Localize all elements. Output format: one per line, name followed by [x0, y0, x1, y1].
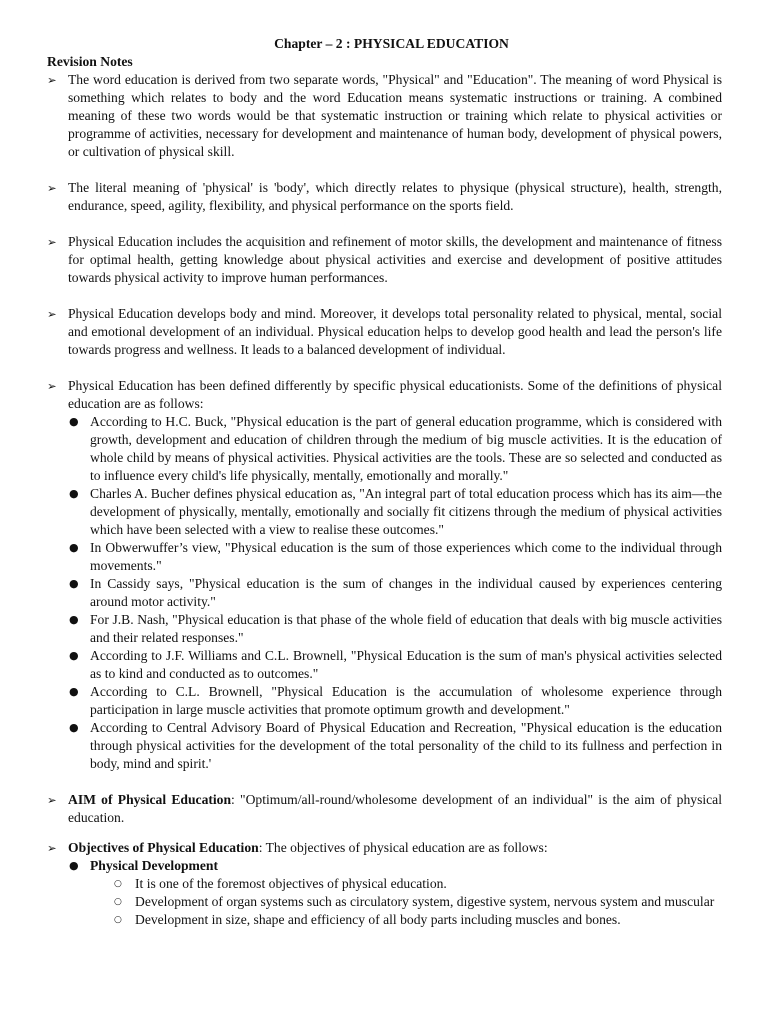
paragraph-pe-includes: [47, 233, 722, 287]
paragraph-definitions-intro: [47, 377, 722, 413]
paragraph-aim: [47, 791, 722, 827]
definition-text: According to H.C. Buck, "Physical education is the part of general education programme, which is considered with growth, development and education of children through the medium of big muscle activities. It is the education of whole child by means of physical activities. Physical activities are the tools. These are so selected and conducted as to influence every child's life physically, mentally, emotionally and morally.": [90, 414, 722, 483]
list-item: [47, 611, 722, 647]
bullet-dot-icon: ●: [69, 487, 79, 500]
paragraph-text: The literal meaning of 'physical' is 'body', which directly relates to physique (physical structure), health, strength, endurance, speed, agility, flexibility, and physical performance on the sports field.: [68, 180, 722, 213]
list-item: [47, 485, 722, 539]
arrow-bullet-icon: ➢: [47, 379, 57, 393]
list-item: [47, 647, 722, 683]
aim-label: AIM of Physical Education: [68, 792, 232, 807]
paragraph-education-meaning: [47, 71, 722, 161]
bullet-dot-icon: ●: [69, 415, 79, 428]
arrow-bullet-icon: ➢: [47, 793, 57, 807]
arrow-bullet-icon: ➢: [47, 307, 57, 321]
paragraph-text: Physical Education has been defined differently by specific physical educationists. Some of the definitions of physical education are as follows:: [68, 378, 722, 411]
bullet-dot-icon: ●: [69, 859, 79, 872]
document-page: [47, 35, 722, 929]
arrow-bullet-icon: ➢: [47, 181, 57, 195]
list-item: [47, 413, 722, 485]
circle-bullet-icon: ○: [114, 879, 122, 889]
sub-list-item: [47, 875, 722, 893]
definition-text: According to J.F. Williams and C.L. Brownell, "Physical Education is the sum of man's physical activities selected as to kind and conducted as to outcomes.": [90, 648, 722, 681]
bullet-dot-icon: ●: [69, 541, 79, 554]
aim-text: : "Optimum/all-round/wholesome development of an individual" is the aim of physical education.: [68, 792, 722, 825]
bullet-dot-icon: ●: [69, 649, 79, 662]
objectives-label: Objectives of Physical Education: [68, 840, 259, 855]
definition-text: Charles A. Bucher defines physical education as, "An integral part of total education process which has its aim—the development of physically, mentally, emotionally and socially fit citizens through the medium of physical activities which have been selected with a view to realise these outcomes.": [90, 486, 722, 537]
arrow-bullet-icon: ➢: [47, 73, 57, 87]
definition-text: According to C.L. Brownell, "Physical Education is the accumulation of wholesome experience through participation in large muscle activities that promote optimum growth and development.": [90, 684, 722, 717]
sub-item-text: Development in size, shape and efficiency of all body parts including muscles and bones.: [135, 912, 621, 927]
sub-list-item: [47, 893, 722, 911]
objectives-text: : The objectives of physical education are as follows:: [258, 840, 548, 855]
paragraph-pe-develops: [47, 305, 722, 359]
paragraph-text: Physical Education includes the acquisition and refinement of motor skills, the development and maintenance of fitness for optimal health, getting knowledge about physical activities and exercise and development of positive attitudes towards physical activity to improve human performances.: [68, 234, 722, 285]
paragraph-text: Physical Education develops body and mind. Moreover, it develops total personality related to physical, mental, social and emotional development of an individual. Physical education helps to develop good health and lead the person's life towards progress and wellness. It leads to a balanced development of individual.: [68, 306, 722, 357]
paragraph-text: The word education is derived from two separate words, "Physical" and "Education". The meaning of word Physical is something which relates to body and the word Education means systematic instructions or training. A combined meaning of these two words would be that systematic instruction or training which relate to physical activities or programme of activities, necessary for development and maintenance of human body, development of physical powers, or cultivation of physical skill.: [68, 72, 722, 159]
list-item: [47, 575, 722, 611]
bullet-dot-icon: ●: [69, 577, 79, 590]
list-item: [47, 857, 722, 875]
list-item: [47, 539, 722, 575]
revision-notes-heading: Revision Notes: [47, 54, 133, 69]
definition-text: According to Central Advisory Board of Physical Education and Recreation, "Physical education is the education through physical activities for the development of the total personality of the child to its fullness and perfection in body, mind and spirit.': [90, 720, 722, 771]
arrow-bullet-icon: ➢: [47, 841, 57, 855]
circle-bullet-icon: ○: [114, 897, 122, 907]
paragraph-literal-meaning: [47, 179, 722, 215]
definition-text: In Cassidy says, "Physical education is the sum of changes in the individual caused by experiences centering around motor activity.": [90, 576, 722, 609]
objectives-list: [47, 857, 722, 875]
definitions-list: [47, 413, 722, 773]
sub-item-text: Development of organ systems such as circulatory system, digestive system, nervous system and muscular: [135, 894, 715, 909]
bullet-dot-icon: ●: [69, 685, 79, 698]
list-item: [47, 683, 722, 719]
bullet-dot-icon: ●: [69, 613, 79, 626]
arrow-bullet-icon: ➢: [47, 235, 57, 249]
bullet-dot-icon: ●: [69, 721, 79, 734]
paragraph-objectives: [47, 839, 722, 857]
circle-bullet-icon: ○: [114, 915, 122, 925]
definition-text: For J.B. Nash, "Physical education is that phase of the whole field of education that deals with big muscle activities and their related responses.": [90, 612, 722, 645]
list-item: [47, 719, 722, 773]
sub-list-item: [47, 911, 722, 929]
sub-item-text: It is one of the foremost objectives of physical education.: [135, 876, 447, 891]
chapter-title: Chapter – 2 : PHYSICAL EDUCATION: [274, 36, 509, 51]
physical-development-heading: Physical Development: [90, 858, 218, 873]
definition-text: In Obwerwuffer’s view, "Physical education is the sum of those experiences which come to the individual through movements.": [90, 540, 722, 573]
